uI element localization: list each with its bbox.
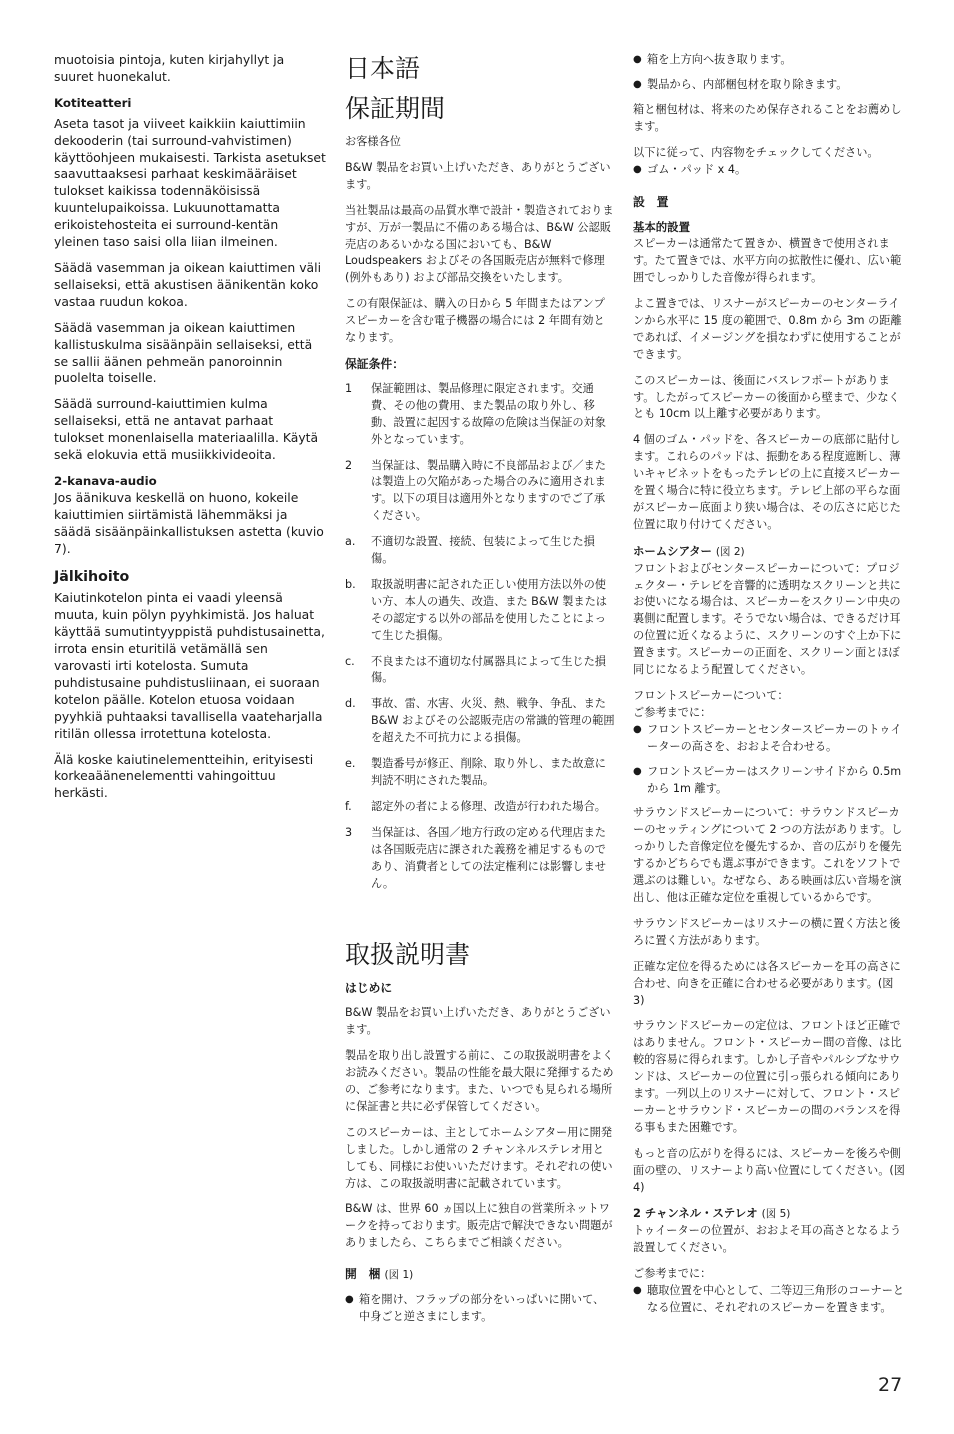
manual-heading: 取扱説明書 (345, 940, 471, 970)
conditions-heading: 保証条件： (345, 356, 404, 371)
fi-intro-paragraph: muotoisia pintoja, kuten kirjahyllyt ja suuret huonekalut. (54, 52, 285, 84)
dear-customer-text: お客様各位 (345, 135, 401, 148)
condition-item (345, 696, 615, 747)
condition-item (345, 577, 615, 645)
front-speaker-list (633, 722, 905, 798)
stereo-tip: ● 聴取位置を中心として、二等辺三角形のコーナーとなる位置に、それぞれのスピーカーを置きます。 (633, 1283, 905, 1317)
japanese-column-2 (633, 52, 905, 1325)
contents-list (633, 162, 905, 179)
unpack-heading (345, 1266, 615, 1284)
surround-paragraph-3: 正確な定位を得るためには各スピーカーを耳の高さに合わせ、向きを正確に合わせる必要があります。(図 3) (633, 959, 901, 1007)
kotiteatteri-heading: Kotiteatteri (54, 95, 132, 110)
stereo-heading-text: 2 チャンネル・ステレオ (633, 1206, 758, 1221)
condition-number: 3 (345, 825, 353, 839)
condition-text: 取扱説明書に記された正しい使用方法以外の使い方、本人の過失、改造、また B&W 製またはその認定する以外の部品を使用したことによって生じた損傷。 (371, 577, 607, 642)
front-speaker-tip: ● フロントスピーカーはスクリーンサイドから 0.5m から 1m 離す。 (633, 764, 905, 798)
front-speaker-title: フロントスピーカーについて： (633, 689, 789, 702)
conditions-list (345, 381, 615, 893)
condition-number: f. (345, 799, 352, 813)
stereo-reference: ご参考までに： (633, 1267, 712, 1281)
condition-item (345, 534, 615, 568)
condition-item (345, 825, 615, 893)
warranty-period-paragraph: この有限保証は、購入の日から 5 年間またはアンプスピーカーを含む電子機器の場合には 2 年間有効となります。 (345, 297, 605, 345)
condition-text: 認定外の者による修理、改造が行われた場合。 (371, 799, 606, 813)
condition-number: 1 (345, 381, 353, 395)
kotiteatteri-paragraph-2: Säädä vasemman ja oikean kaiuttimen väli sellaiseksi, että akustisen äänikentän koko vastaa ruudun kokoa. (54, 259, 322, 309)
basic-setup-paragraph-1: スピーカーは通常たて置きか、横置きで使用されます。たて置きでは、水平方向の拡散性に優れ、広い範囲でしっかりした音像が得られます。 (633, 237, 902, 285)
condition-number: b. (345, 577, 356, 591)
stereo-list (633, 1283, 905, 1317)
jalkihoito-paragraph-1: Kaiutinkotelon pinta ei vaadi yleensä muuta, kuin pölyn pyyhkimistä. Jos haluat käyttää sumutintyyppistä puhdistusainetta, irrota ensin eturitilä vetämällä sen varovasti irti kotelosta. Sumuta puhdistusaine puhdistusliinaan, ei suoraan kotelon päälle. Kotelon etuosa voidaan pyyhkiä puhtaaksi tavallisella vaateharjalla ritilän ollessa irrotettuna kotelosta. (54, 590, 325, 741)
kotiteatteri-paragraph-3: Säädä vasemman ja oikean kaiuttimen kallistuskulma sisäänpäin sellaiseksi, että se sallii äänen pehmeän panoroinnin puolelta toiselle. (54, 319, 313, 386)
unpack-heading-text: 開 梱 (345, 1267, 381, 1282)
condition-item (345, 381, 615, 449)
thanks-paragraph: B&W 製品をお買い上げいただき、ありがとうございます。 (345, 160, 611, 191)
unpack-figure-ref: (図 1) (384, 1269, 414, 1282)
kanava-audio-heading: 2-kanava-audio (54, 473, 157, 488)
warranty-heading: 保証期間 (345, 94, 446, 123)
setup-heading: 設 置 (633, 195, 669, 210)
intro-paragraph-3: このスピーカーは、主としてホームシアター用に開発しました。しかし通常の 2 チャンネルステレオ用としても、同様にお使いいただけます。それぞれの使い方は、この取扱説明書に記載されています。 (345, 1125, 613, 1190)
unpack-list-continued (633, 52, 905, 94)
japanese-column-1 (345, 52, 615, 1334)
condition-number: 2 (345, 458, 353, 472)
kotiteatteri-paragraph-1: Aseta tasot ja viiveet kaikkiin kaiuttimiin dekooderin (tai surround-vahvistimen) käyttöohjeen mukaisesti. Tarkista asetukset saavuttaaksesi parhaat keskimääräiset tulokset kaikissa todennäköisissä kuuntelupaikoissa. Lukuunottamatta erikoistehosteita ei surround-kentän yleinen taso saisi olla liian ilmeinen. (54, 115, 326, 250)
stereo-heading (633, 1205, 905, 1223)
unpack-step: ● 製品から、内部梱包材を取り除きます。 (633, 77, 905, 94)
condition-text: 保証範囲は、製品修理に限定されます。交通費、その他の費用、また製品の取り外し、移動、設置に起因する故障の危険は当保証の対象外となっています。 (371, 381, 606, 446)
basic-setup-paragraph-4: 4 個のゴム・パッドを、各スピーカーの底部に貼付します。これらのパッドは、振動をある程度遮断し、薄いキャビネットをもったテレビの上に直接スピーカーを置く場合に特に役立ちます。テレビ上部の平らな面がスピーカー底面より狭い場合は、その広さに応じた位置に取り付けてください。 (633, 433, 901, 531)
condition-number: c. (345, 654, 355, 668)
unpack-list (345, 1292, 615, 1326)
intro-paragraph-1: B&W 製品をお買い上げいただき、ありがとうございます。 (345, 1006, 611, 1037)
basic-setup-paragraph-3: このスピーカーは、後面にバスレフポートがあります。したがってスピーカーの後面から壁まで、少なくとも 10cm 以上離す必要があります。 (633, 373, 900, 421)
unpack-step: ● 箱を上方向へ抜き取ります。 (633, 52, 905, 69)
surround-paragraph-2: サラウンドスピーカーはリスナーの横に置く方法と後ろに置く方法があります。 (633, 916, 901, 947)
condition-number: e. (345, 757, 356, 771)
surround-paragraph-4: サラウンドスピーカーの定位は、フロントほど正確ではありません。フロント・スピーカー間の音像、は比較的容易に得られます。しかし子音やパルシブなサウンドは、スピーカーの位置に引っ張られる傾向にあります。一列以上のリスナーに対して、フロント・スピーカーとサラウンド・スピーカーの間のバランスを得る事もまた困難です。 (633, 1019, 902, 1134)
condition-item (345, 654, 615, 688)
jalkihoito-heading: Jälkihoito (54, 569, 130, 586)
condition-item (345, 458, 615, 526)
stereo-paragraph: トゥイーターの位置が、おおよそ耳の高さとなるよう設置してください。 (633, 1224, 902, 1255)
kotiteatteri-paragraph-4: Säädä surround-kaiuttimien kulma sellaiseksi, että ne antavat parhaat tulokset monenlaisella materiaalilla. Käytä sekä elokuvia että musiikkivideoita. (54, 396, 319, 463)
front-speaker-tip: ● フロントスピーカーとセンタースピーカーのトゥイーターの高さを、おおよそ合わせる。 (633, 722, 905, 756)
kanava-audio-paragraph: Jos äänikuva keskellä on huono, kokeile kaiuttimien siirtämistä lähemmäksi ja säädä sisäänpäinkallistuksen astetta (kuvio 7). (54, 489, 324, 556)
jalkihoito-paragraph-2: Älä koske kaiutinelementteihin, erityisesti korkeaäänenelementti vahingoittuu herkästi. (54, 751, 314, 801)
home-theater-heading (633, 543, 905, 561)
home-theater-figure-ref: (図 2) (715, 545, 745, 558)
home-theater-heading-text: ホームシアター (633, 543, 712, 558)
condition-item (345, 799, 615, 816)
condition-item (345, 756, 615, 790)
quality-paragraph: 当社製品は最高の品質水準で設計・製造されておりますが、万が一製品に不備のある場合は、B&W 公認販売店のあるいかなる国においても、B&W Loudspeakers およびその各国販売店が無料で修理(例外もあり) および部品交換をいたします。 (345, 203, 614, 285)
page-number: 27 (878, 1374, 903, 1396)
stereo-figure-ref: (図 5) (761, 1208, 791, 1221)
check-contents-paragraph: 以下に従って、内容物をチェックしてください。 (633, 145, 879, 159)
finnish-column (54, 52, 326, 811)
intro-paragraph-4: B&W は、世界 60 ヵ国以上に独自の営業所ネットワークを持っております。販売店で解決できない問題がありましたら、こちらまでご相談ください。 (345, 1202, 613, 1250)
surround-paragraph-5: もっと音の広がりを得るには、スピーカーを後ろや側面の壁の、リスナーより高い位置にしてください。(図 4) (633, 1146, 905, 1194)
condition-text: 不良または不適切な付属器具によって生じた損傷。 (371, 654, 606, 685)
keep-box-paragraph: 箱と梱包材は、将来のため保存されることをお薦めします。 (633, 102, 902, 133)
condition-text: 製造番号が修正、削除、取り外し、また故意に判読不明にされた製品。 (371, 757, 606, 787)
language-heading: 日本語 (345, 54, 421, 83)
condition-number: a. (345, 535, 356, 549)
condition-text: 不適切な設置、接続、包装によって生じた損傷。 (371, 535, 595, 566)
front-speaker-reference: ご参考までに： (633, 705, 712, 719)
surround-paragraph-1: サラウンドスピーカーについて：サラウンドスピーカーのセッティングについて 2 つの方法があります。しっかりした音像定位を優先するか、音の広がりを優先するかどちらでも選ぶ事ができます。これをソフトで選ぶのは難しい。なぜなら、ある映画は広い音場を演出し、他は正確な定位を重視しているからです。 (633, 806, 903, 904)
home-theater-paragraph: フロントおよびセンタースピーカーについて：プロジェクター・テレビを音響的に透明なスクリーンと共にお使いになる場合は、スピーカーをスクリーン中央の裏側に配置します。そうでない場合は、できるだけ耳の位置に近くなるように、スクリーンのすぐ上か下に置きます。スピーカーの正面を、スクリーン面とほぼ同じになるよう配置してください。 (633, 561, 902, 677)
condition-text: 当保証は、製品購入時に不良部品および／または製造上の欠陥があった場合のみに適用されます。以下の項目は適用外となりますのでご了承ください。 (371, 458, 606, 523)
intro-paragraph-2: 製品を取り出し設置する前に、この取扱説明書をよくお読みください。製品の性能を最大限に発揮するための、ご参考になります。また、いつでも見られる場所に保証書と共に必ず保管してください。 (345, 1049, 614, 1113)
condition-text: 当保証は、各国／地方行政の定める代理店または各国販売店に課された義務を補足するものであり、消費者としての法定権利には影響しません。 (371, 825, 606, 890)
contents-item: ● ゴム・パッド x 4。 (633, 162, 905, 179)
condition-number: d. (345, 697, 356, 711)
intro-heading: はじめに (345, 981, 393, 996)
basic-setup-paragraph-2: よこ置きでは、リスナーがスピーカーのセンターラインから水平に 15 度の範囲で、0.8m から 3m の距離であれば、イメージングを損なわずに使用することができます。 (633, 296, 902, 361)
basic-setup-heading: 基本的設置 (633, 220, 690, 235)
condition-text: 事故、雷、水害、火災、熱、戦争、争乱、また B&W およびその公認販売店の常識的管理の範囲を超えた不可抗力による損傷。 (371, 697, 615, 745)
unpack-step: ● 箱を開け、フラップの部分をいっぱいに開いて、中身ごと逆さまにします。 (345, 1292, 615, 1326)
